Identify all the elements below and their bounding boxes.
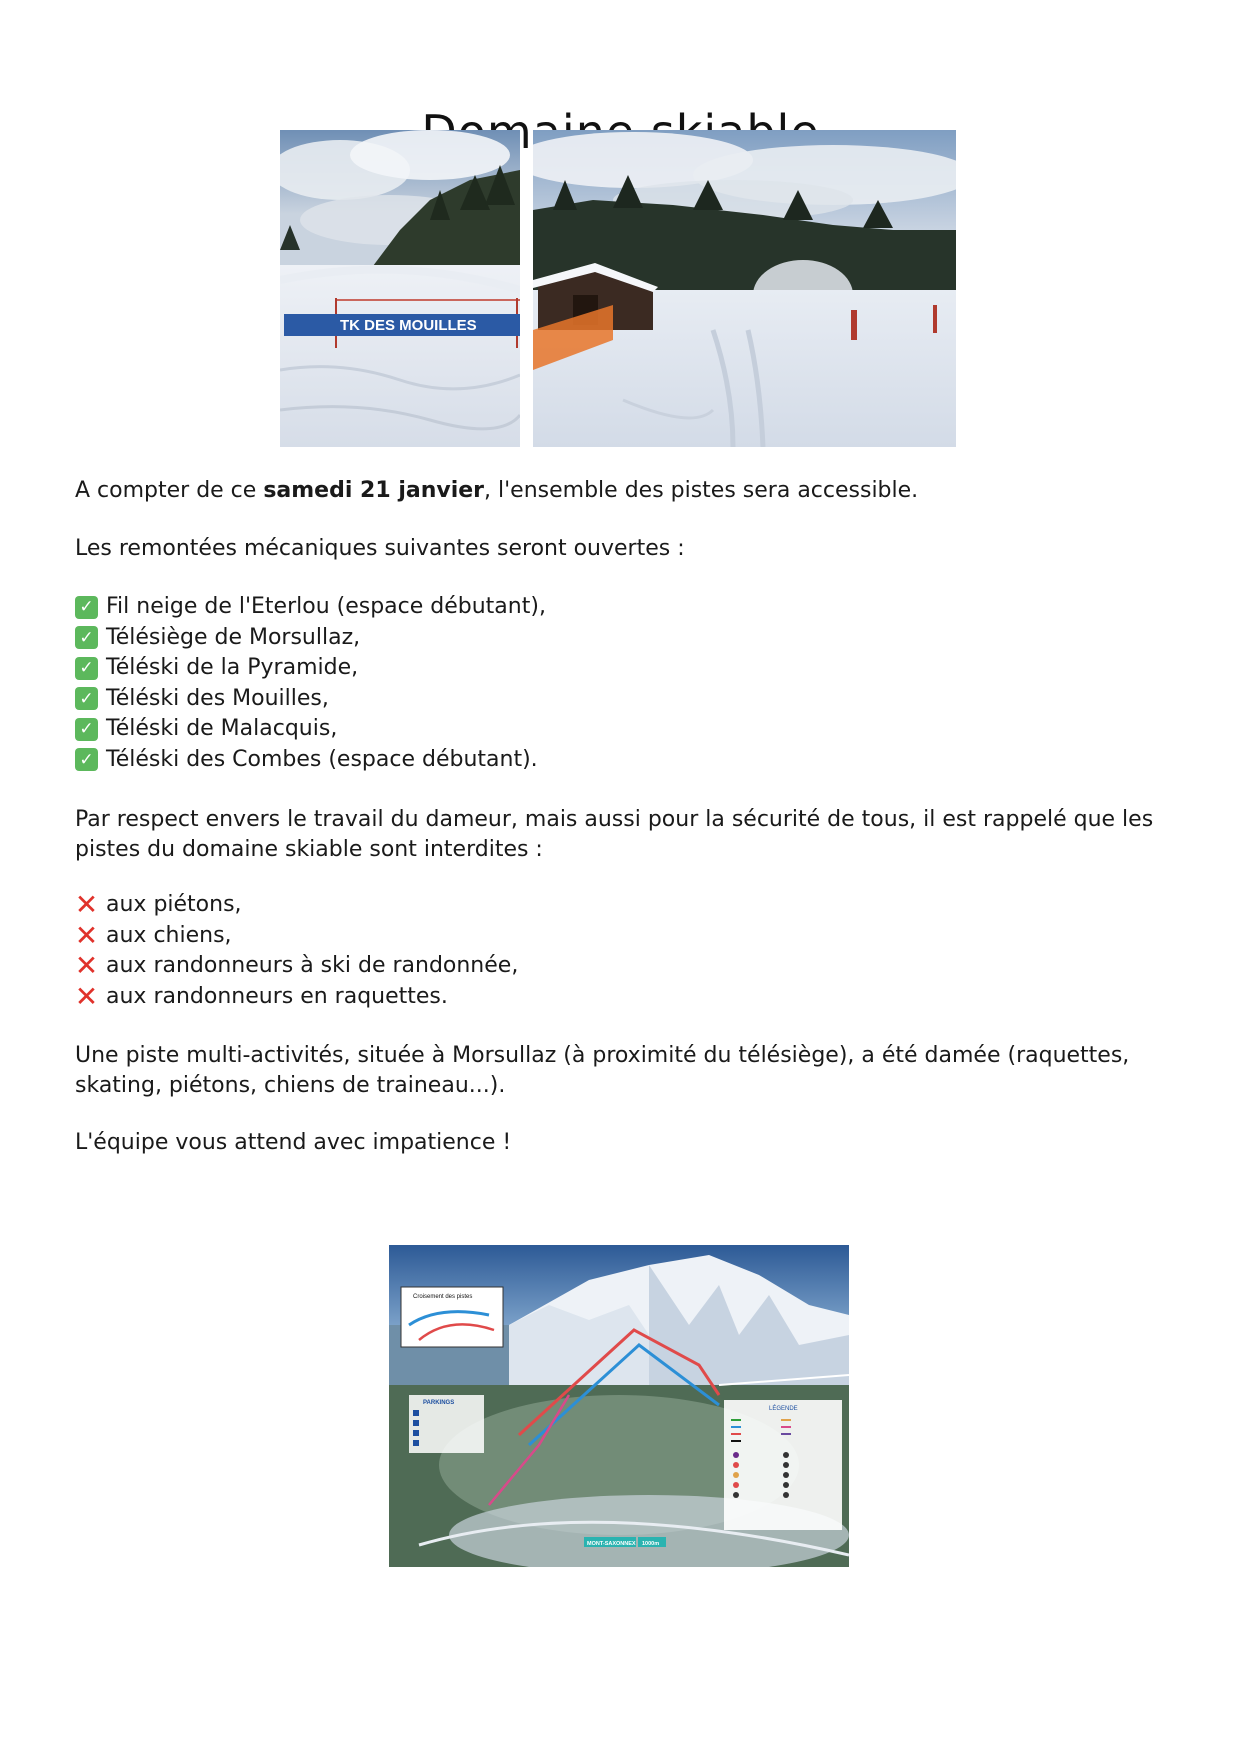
photo-tk-des-mouilles — [280, 130, 520, 447]
map-village-label: MONT-SAXONNEX — [587, 1541, 636, 1547]
cross-mark-icon: ✕ — [74, 918, 99, 952]
respect-paragraph: Par respect envers le travail du dameur, mais aussi pour la sécurité de tous, il est rappelé que les pistes du domaine skiable sont interdites : — [75, 807, 1154, 862]
check-mark-button-icon: ✓ — [75, 657, 98, 680]
forbidden-label: aux piétons, — [106, 892, 242, 918]
forbidden-label: aux randonneurs à ski de randonnée, — [106, 953, 519, 979]
lift-label: Téléski des Mouilles, — [106, 685, 329, 711]
list-item — [74, 979, 1175, 1013]
list-item — [75, 714, 1175, 745]
intro-paragraph — [75, 476, 1175, 506]
check-mark-button-icon: ✓ — [75, 626, 98, 649]
forbidden-list — [75, 890, 1175, 1012]
cross-mark-icon: ✕ — [74, 949, 99, 983]
photo-slope-hut — [533, 130, 956, 447]
forbidden-label: aux chiens, — [106, 922, 232, 948]
lift-label: Fil neige de l'Eterlou (espace débutant), — [106, 594, 546, 620]
list-item — [75, 890, 1175, 921]
open-lifts-list — [75, 592, 1175, 775]
multi-activity-paragraph: Une piste multi-activités, située à Morsullaz (à proximité du télésiège), a été damée (raquettes, skating, piétons, chiens de traineau...). — [75, 1043, 1130, 1098]
map-inset-title: Croisement des pistes — [413, 1294, 473, 1300]
list-item — [75, 684, 1175, 715]
list-item — [75, 592, 1175, 623]
map-parkings-title: PARKINGS — [423, 1400, 455, 1406]
check-mark-button-icon: ✓ — [75, 748, 98, 771]
lifts-intro: Les remontées mécaniques suivantes seront ouvertes : — [75, 536, 685, 561]
check-mark-button-icon: ✓ — [75, 718, 98, 741]
check-mark-button-icon: ✓ — [75, 596, 98, 619]
banner-text: TK DES MOUILLES — [340, 317, 477, 334]
lift-label: Téléski de la Pyramide, — [106, 655, 359, 681]
map-legend-title: LÉGENDE — [769, 1406, 798, 1412]
list-item — [75, 745, 1175, 776]
closing-line: L'équipe vous attend avec impatience ! — [75, 1130, 512, 1155]
list-item — [75, 653, 1175, 684]
check-mark-button-icon: ✓ — [75, 687, 98, 710]
list-item — [75, 623, 1175, 654]
list-item — [75, 951, 1175, 982]
intro-prefix: A compter de ce — [75, 478, 264, 503]
map-altitude-label: 1000m — [642, 1541, 660, 1547]
cross-mark-icon: ✕ — [74, 888, 99, 922]
cross-mark-icon: ✕ — [74, 979, 99, 1013]
list-item — [74, 918, 1175, 952]
intro-suffix: , l'ensemble des pistes sera accessible. — [484, 478, 919, 503]
lift-label: Téléski des Combes (espace débutant). — [106, 746, 538, 772]
lift-label: Téléski de Malacquis, — [106, 716, 338, 742]
intro-date: samedi 21 janvier — [263, 478, 485, 503]
piste-map — [389, 1245, 849, 1567]
lift-label: Télésiège de Morsullaz, — [106, 624, 361, 650]
forbidden-label: aux randonneurs en raquettes. — [106, 983, 448, 1009]
page-title: Domaine — [421, 104, 636, 159]
